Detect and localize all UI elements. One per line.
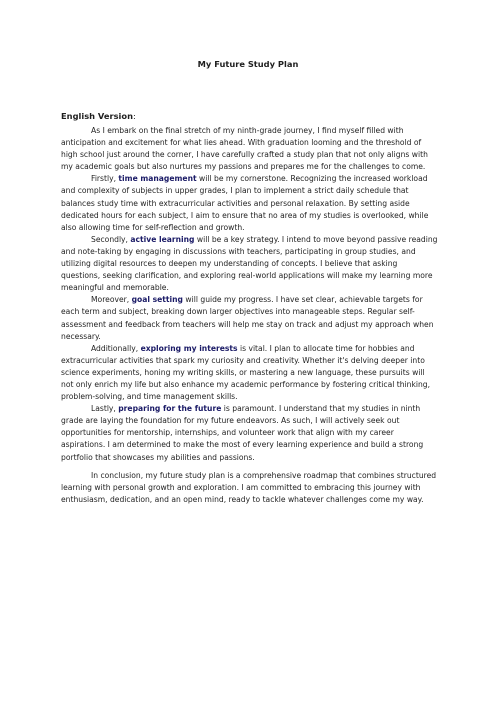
paragraph-goal-setting: [61, 294, 438, 342]
keyword-goal-setting: goal setting: [131, 295, 183, 305]
paragraph-rest: will be a key strategy. I intend to move beyond passive reading and note-taking by engaging in discussions with teachers, participating in group studies, and utilizing digital resources to deepen my understanding of concepts. I believe that asking questions, seeking clarification, and exploring real-world applications will make my learning more meaningful and memorable.: [61, 234, 438, 293]
paragraph-rest: will guide my progress. I have set clear, achievable targets for each term and subject, breaking down larger objectives into manageable steps. Regular self-assessment and feedback from teachers will help me stay on track and adjust my approach when necessary.: [61, 295, 434, 341]
paragraph-exploring-interests: [61, 343, 438, 403]
paragraph-lead: Additionally,: [91, 343, 141, 353]
document-title: My Future Study Plan: [197, 59, 299, 69]
section-label-text: English Version: [61, 111, 134, 121]
section-label: [61, 111, 136, 121]
paragraph-intro-text: As I embark on the final stretch of my ninth-grade journey, I find myself filled with anticipation and excitement for what lies ahead. With graduation looming and the threshold of high school just around the corner, I have carefully crafted a study plan that not only aligns with my academic goals but also nurtures my passions and prepares me for the challenges to come.: [61, 126, 428, 172]
document-body: [61, 125, 438, 506]
paragraph-conclusion: In conclusion, my future study plan is a comprehensive roadmap that combines structured learning with personal growth and exploration. I am committed to embracing this journey with enthusiasm, dedication, and an open mind, ready to tackle whatever challenges come my way.: [61, 470, 437, 504]
keyword-active-learning: active learning: [130, 234, 195, 244]
paragraph-preparing-future: [61, 403, 438, 463]
paragraph-rest: is vital. I plan to allocate time for hobbies and extracurricular activities that spark my curiosity and creativity. Whether it's delving deeper into science experiments, honing my writing skills, or mastering a new language, these pursuits will not only enrich my life but also enhance my academic performance by fostering critical thinking, problem-solving, and time management skills.: [61, 343, 431, 402]
paragraph-time-management: [61, 173, 438, 233]
paragraph-lead: Firstly,: [91, 174, 119, 184]
paragraph-rest: is paramount. I understand that my studies in ninth grade are laying the foundation for my future endeavors. As such, I will actively seek out opportunities for mentorship, internships, and volunteer work that align with my career aspirations. I am determined to make the most of every learning experience and build a strong portfolio that showcases my abilities and passions.: [61, 404, 424, 462]
keyword-exploring-interests: exploring my interests: [140, 343, 238, 353]
paragraph-active-learning: [61, 234, 438, 294]
paragraph-intro: [61, 125, 438, 173]
paragraph-lead: Moreover,: [91, 295, 132, 305]
section-label-colon: :: [133, 111, 136, 121]
keyword-time-management: time management: [118, 174, 197, 184]
paragraph-lead: Lastly,: [91, 404, 119, 414]
keyword-preparing-future: preparing for the future: [118, 404, 222, 414]
paragraph-rest: will be my cornerstone. Recognizing the increased workload and complexity of subjects in upper grades, I plan to implement a strict daily schedule that balances study time with extracurricular activities and personal relaxation. By setting aside dedicated hours for each subject, I aim to ensure that no area of my studies is overlooked, while also allowing time for self-reflection and growth.: [61, 174, 429, 232]
paragraph-lead: Secondly,: [91, 234, 131, 244]
